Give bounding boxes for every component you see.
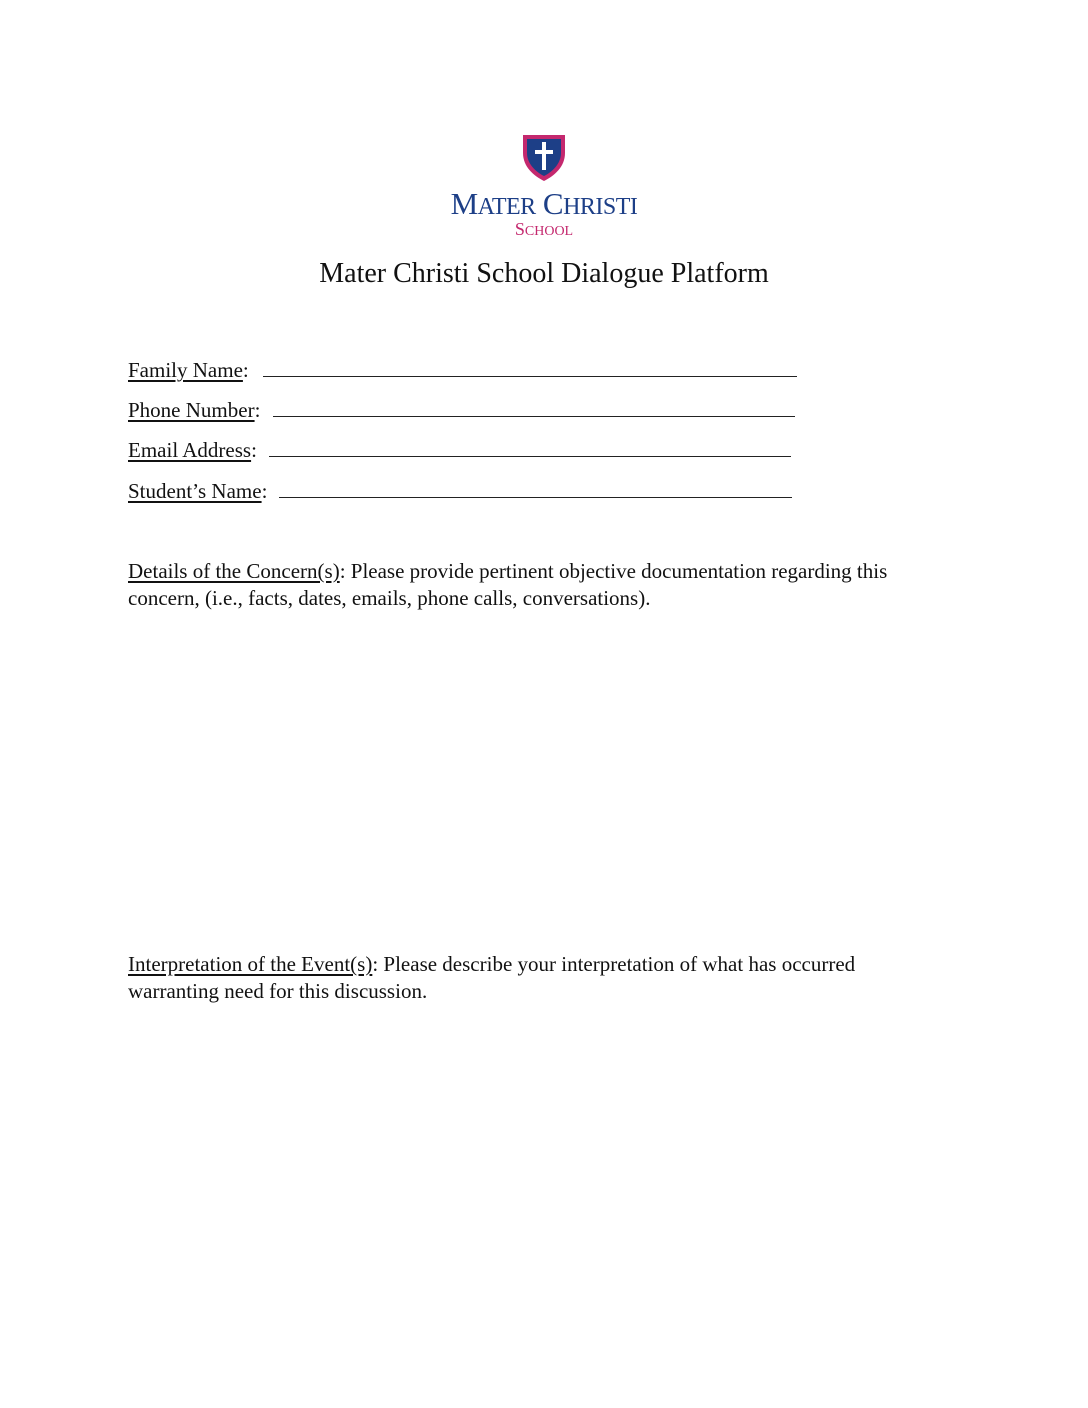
email-address-blank-line[interactable]: [269, 436, 791, 457]
concern-section: [128, 558, 948, 612]
interpretation-section: [128, 951, 948, 1005]
student-name-blank-line[interactable]: [279, 477, 792, 498]
logo-school-name: MATER CHRISTI: [450, 186, 638, 221]
family-name-colon: :: [242, 358, 249, 382]
phone-number-field: [128, 396, 795, 423]
interpretation-label: Interpretation of the Event(s): [128, 952, 373, 976]
shield-cross-icon: [521, 131, 567, 183]
student-name-label: Student’s Name: [128, 479, 262, 503]
school-logo: [436, 128, 652, 244]
page-title: Mater Christi School Dialogue Platform: [319, 258, 769, 289]
email-address-field: [128, 436, 791, 463]
phone-number-blank-line[interactable]: [273, 396, 795, 417]
email-address-label: Email Address: [128, 438, 252, 462]
concern-response-area[interactable]: [128, 620, 948, 940]
interpretation-response-area[interactable]: [128, 1012, 948, 1342]
email-address-colon: :: [251, 438, 257, 462]
logo-school-subtitle: SCHOOL: [514, 219, 574, 239]
concern-label: Details of the Concern(s): [128, 559, 340, 583]
phone-number-colon: :: [254, 398, 261, 422]
concern-instructions: : Please provide pertinent objective documentation regarding this concern, (i.e., facts, dates, emails, phone calls, conversations).: [128, 559, 888, 610]
student-name-colon: :: [261, 479, 268, 503]
phone-number-label: Phone Number: [128, 398, 255, 422]
family-name-label: Family Name: [128, 358, 243, 382]
family-name-field: [128, 356, 797, 383]
family-name-blank-line[interactable]: [263, 356, 797, 377]
student-name-field: [128, 477, 792, 504]
interpretation-instructions: : Please describe your interpretation of what has occurred warranting need for this discussion.: [128, 952, 856, 1003]
